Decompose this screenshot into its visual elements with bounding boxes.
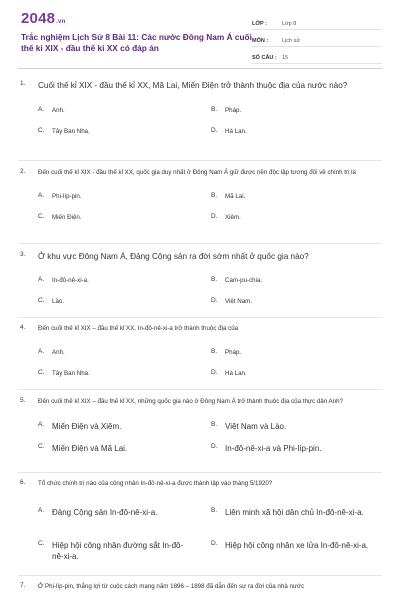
option-d[interactable] bbox=[211, 127, 361, 136]
question-text: Tổ chức chính trị nào của công nhân In-đô-nê-xi-a được thành lập vào tháng 5/1920? bbox=[38, 480, 273, 487]
meta-value: Lớp 8 bbox=[282, 21, 297, 27]
logo-suffix: .vn bbox=[56, 19, 66, 25]
meta-value: 15 bbox=[282, 55, 289, 61]
question-4 bbox=[20, 324, 382, 377]
question-text: Đến cuối thế kỉ XIX – đầu thế kỉ XX, những quốc gia nào ở Đông Nam Á trở thành thuộc địa của thực dân Anh? bbox=[38, 398, 343, 405]
option-d[interactable] bbox=[211, 540, 381, 551]
option-text: Hiệp hội công nhân đường sắt In-đô-nê-xi-a. bbox=[52, 541, 184, 561]
option-text: In-đô-nê-xi-a và Phi-líp-pin. bbox=[225, 444, 322, 453]
question-3 bbox=[20, 251, 382, 303]
option-text: Mã Lai. bbox=[225, 193, 246, 200]
option-letter: B. bbox=[211, 106, 218, 113]
option-a[interactable] bbox=[38, 421, 188, 432]
question-7 bbox=[20, 582, 382, 592]
question-separator bbox=[18, 243, 382, 244]
question-number: 5. bbox=[20, 397, 26, 404]
meta-value: Lịch sử bbox=[282, 38, 301, 44]
option-letter: D. bbox=[211, 213, 218, 220]
option-a[interactable] bbox=[38, 192, 188, 201]
option-c[interactable] bbox=[38, 443, 188, 454]
option-letter: C. bbox=[38, 369, 45, 376]
option-text: Phi-líp-pin. bbox=[52, 193, 82, 200]
question-number: 3. bbox=[20, 251, 26, 258]
option-text: Miến Điện và Mã Lai. bbox=[52, 444, 128, 453]
option-letter: A. bbox=[38, 192, 45, 199]
question-text: Đến cuối thế kỉ XIX – đầu thế kỉ XX, In-đô-nê-xi-a trở thành thuộc địa của bbox=[38, 325, 239, 332]
option-letter: B. bbox=[211, 421, 218, 428]
option-letter: A. bbox=[38, 106, 45, 113]
option-a[interactable] bbox=[38, 348, 188, 357]
option-d[interactable] bbox=[211, 443, 381, 454]
option-text: Hà Lan. bbox=[225, 128, 247, 135]
option-letter: B. bbox=[211, 192, 218, 199]
option-c[interactable] bbox=[38, 369, 188, 378]
option-c[interactable] bbox=[38, 540, 188, 562]
question-separator bbox=[18, 317, 382, 318]
option-letter: B. bbox=[211, 348, 218, 355]
option-text: Miến Điện và Xiêm. bbox=[52, 422, 122, 431]
option-text: Miến Điện. bbox=[52, 214, 82, 221]
option-letter: D. bbox=[211, 297, 218, 304]
question-separator bbox=[18, 575, 382, 576]
header-divider bbox=[18, 68, 382, 69]
option-text: In-đô-nê-xi-a. bbox=[52, 277, 89, 284]
option-b[interactable] bbox=[211, 421, 361, 432]
option-letter: D. bbox=[211, 443, 218, 450]
option-b[interactable] bbox=[211, 192, 361, 201]
question-separator bbox=[18, 472, 382, 473]
option-c[interactable] bbox=[38, 213, 188, 222]
option-text: Việt Nam. bbox=[225, 298, 253, 305]
option-b[interactable] bbox=[211, 276, 361, 285]
option-text: Cam-pu-chia. bbox=[225, 277, 263, 284]
question-2 bbox=[20, 168, 382, 221]
option-letter: C. bbox=[38, 540, 45, 547]
option-c[interactable] bbox=[38, 297, 188, 306]
option-c[interactable] bbox=[38, 127, 188, 136]
option-text: Tây Ban Nha. bbox=[52, 128, 90, 135]
option-b[interactable] bbox=[211, 348, 361, 357]
option-text: Lào. bbox=[52, 298, 65, 305]
question-text: Ở Phi-líp-pin, thắng lợi từ cuộc cách mạng năm 1896 – 1898 đã dẫn đến sự ra đời của nhà nước bbox=[38, 583, 305, 590]
meta-row-class bbox=[252, 14, 382, 30]
question-text: Đến cuối thế kỉ XIX - đầu thế kỉ XX, quốc gia duy nhất ở Đông Nam Á giữ được nền độc lập tương đối về chính trị là bbox=[38, 169, 356, 176]
question-6 bbox=[20, 479, 382, 569]
question-number: 4. bbox=[20, 324, 26, 331]
question-text: Cuối thế kỉ XIX - đầu thế kỉ XX, Mã Lai, Miến Điện trở thành thuộc địa của nước nào? bbox=[38, 81, 348, 90]
meta-label: MÔN : bbox=[252, 38, 269, 44]
question-number: 6. bbox=[20, 479, 26, 486]
page-title: Trắc nghiệm Lịch Sử 8 Bài 11: Các nước Đông Nam Á cuối thế kỉ XIX - đầu thế kỉ XX có đáp án bbox=[21, 32, 252, 53]
option-text: Đảng Cộng sản In-đô-nê-xi-a. bbox=[52, 508, 158, 517]
site-logo[interactable] bbox=[21, 10, 65, 27]
option-letter: C. bbox=[38, 443, 45, 450]
question-number: 7. bbox=[20, 582, 26, 589]
option-letter: C. bbox=[38, 127, 45, 134]
question-separator bbox=[18, 160, 382, 161]
option-letter: B. bbox=[211, 507, 218, 514]
meta-row-count bbox=[252, 48, 382, 64]
question-5 bbox=[20, 397, 382, 453]
meta-box bbox=[252, 14, 382, 65]
option-d[interactable] bbox=[211, 297, 361, 306]
meta-row-subject bbox=[252, 31, 382, 47]
question-number: 1. bbox=[20, 80, 26, 87]
option-letter: D. bbox=[211, 369, 218, 376]
option-d[interactable] bbox=[211, 369, 361, 378]
meta-label: SỐ CÂU : bbox=[252, 55, 277, 61]
option-letter: B. bbox=[211, 276, 218, 283]
option-letter: C. bbox=[38, 213, 45, 220]
question-separator bbox=[18, 389, 382, 390]
option-a[interactable] bbox=[38, 507, 188, 518]
option-text: Tây Ban Nha. bbox=[52, 370, 90, 377]
option-text: Xiêm. bbox=[225, 214, 241, 221]
option-text: Anh. bbox=[52, 107, 65, 114]
option-letter: A. bbox=[38, 507, 45, 514]
header bbox=[0, 0, 400, 72]
option-text: Hiệp hội công nhân xe lửa In-đô-nê-xi-a. bbox=[225, 541, 369, 550]
question-1 bbox=[20, 80, 382, 138]
option-d[interactable] bbox=[211, 213, 361, 222]
option-letter: D. bbox=[211, 540, 218, 547]
option-text: Liên minh xã hội dân chủ In-đô-nê-xi-a. bbox=[225, 508, 364, 517]
option-letter: C. bbox=[38, 297, 45, 304]
meta-label: LỚP : bbox=[252, 21, 267, 27]
option-letter: D. bbox=[211, 127, 218, 134]
option-a[interactable] bbox=[38, 106, 188, 115]
option-b[interactable] bbox=[211, 507, 381, 518]
option-text: Anh. bbox=[52, 349, 65, 356]
option-letter: A. bbox=[38, 421, 45, 428]
option-text: Việt Nam và Lào. bbox=[225, 422, 287, 431]
question-number: 2. bbox=[20, 168, 26, 175]
option-text: Pháp. bbox=[225, 349, 242, 356]
option-letter: A. bbox=[38, 276, 45, 283]
option-text: Hà Lan. bbox=[225, 370, 247, 377]
option-text: Pháp. bbox=[225, 107, 242, 114]
option-letter: A. bbox=[38, 348, 45, 355]
logo-text: 2048 bbox=[21, 10, 56, 27]
option-b[interactable] bbox=[211, 106, 361, 115]
question-text: Ở khu vực Đông Nam Á, Đảng Cộng sản ra đời sớm nhất ở quốc gia nào? bbox=[38, 252, 309, 261]
option-a[interactable] bbox=[38, 276, 188, 285]
